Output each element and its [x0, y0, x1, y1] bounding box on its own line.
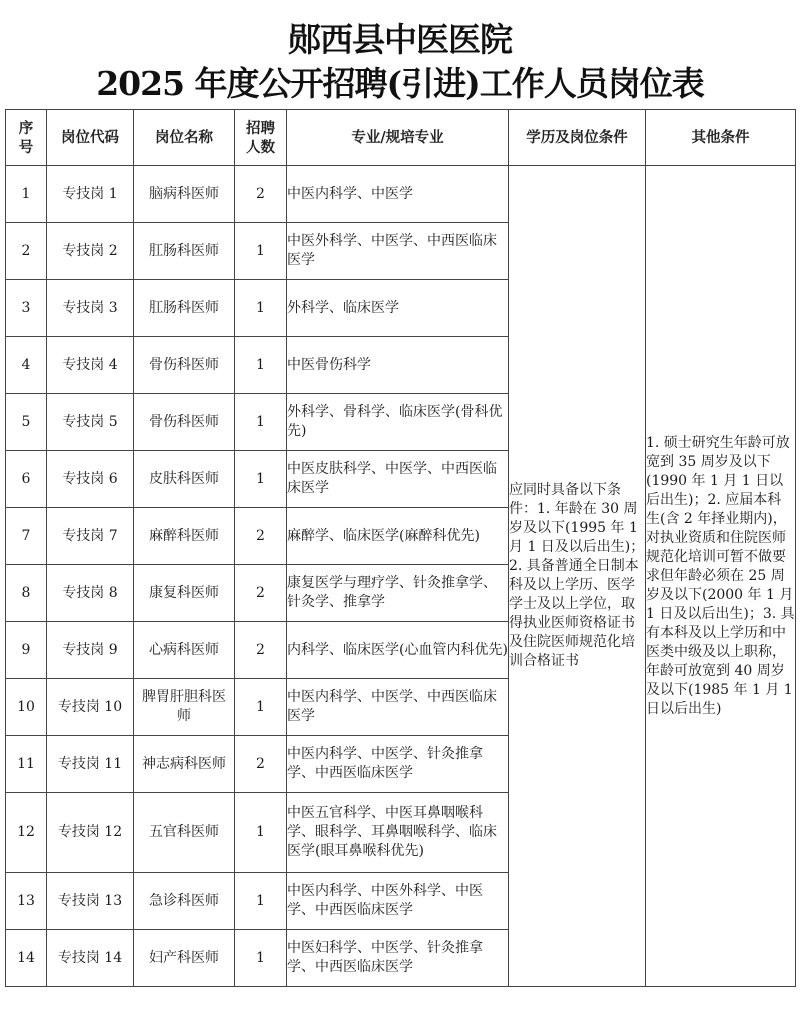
cell-seq: 2 [6, 223, 47, 280]
cell-count: 1 [235, 223, 287, 280]
cell-code: 专技岗 13 [47, 873, 134, 930]
cell-major: 外科学、骨科学、临床医学(骨科优先) [287, 394, 509, 451]
cell-seq: 5 [6, 394, 47, 451]
cell-major: 外科学、临床医学 [287, 280, 509, 337]
cell-count: 2 [235, 166, 287, 223]
cell-count: 2 [235, 622, 287, 679]
cell-other-conditions: 1. 硕士研究生年龄可放宽到 35 周岁及以下(1990 年 1 月 1 日以后出生)；2. 应届本科生(含 2 年择业期内)，对执业资质和住院医师规范化培训可暂不做要求但年龄必须在 25 周岁及以下(2000 年 1 月 1 日及以后出生)；3. 具有本科及以上学历和中医类中级及以上职称，年龄可放宽到 40 周岁及以下(1985 年 1 月 1 日以后出生) [646, 166, 796, 987]
cell-code: 专技岗 2 [47, 223, 134, 280]
cell-code: 专技岗 8 [47, 565, 134, 622]
cell-seq: 11 [6, 736, 47, 793]
cell-count: 1 [235, 394, 287, 451]
cell-count: 2 [235, 736, 287, 793]
cell-seq: 14 [6, 930, 47, 987]
cell-seq: 8 [6, 565, 47, 622]
cell-code: 专技岗 3 [47, 280, 134, 337]
cell-count: 2 [235, 508, 287, 565]
cell-count: 1 [235, 280, 287, 337]
document-title: 郧西县中医医院 [288, 20, 512, 59]
header-row [6, 110, 796, 166]
cell-major: 中医内科学、中医外科学、中医学、中西医临床医学 [287, 873, 509, 930]
cell-name: 皮肤科医师 [134, 451, 235, 508]
header-code: 岗位代码 [47, 110, 134, 166]
cell-code: 专技岗 1 [47, 166, 134, 223]
cell-seq: 9 [6, 622, 47, 679]
cell-count: 1 [235, 930, 287, 987]
document-subtitle: 2025 年度公开招聘(引进)工作人员岗位表 [96, 64, 704, 103]
cell-name: 骨伤科医师 [134, 394, 235, 451]
cell-seq: 10 [6, 679, 47, 736]
cell-code: 专技岗 7 [47, 508, 134, 565]
cell-major: 中医外科学、中医学、中西医临床医学 [287, 223, 509, 280]
cell-name: 妇产科医师 [134, 930, 235, 987]
cell-name: 肛肠科医师 [134, 223, 235, 280]
cell-seq: 13 [6, 873, 47, 930]
cell-major: 中医妇科学、中医学、针灸推拿学、中西医临床医学 [287, 930, 509, 987]
cell-count: 1 [235, 451, 287, 508]
cell-name: 神志病科医师 [134, 736, 235, 793]
cell-major: 康复医学与理疗学、针灸推拿学、针灸学、推拿学 [287, 565, 509, 622]
header-count: 招聘人数 [235, 110, 287, 166]
cell-code: 专技岗 6 [47, 451, 134, 508]
cell-count: 2 [235, 565, 287, 622]
header-major: 专业/规培专业 [287, 110, 509, 166]
cell-name: 心病科医师 [134, 622, 235, 679]
cell-major: 中医内科学、中医学、中西医临床医学 [287, 679, 509, 736]
cell-code: 专技岗 11 [47, 736, 134, 793]
cell-seq: 12 [6, 793, 47, 873]
cell-seq: 1 [6, 166, 47, 223]
cell-code: 专技岗 5 [47, 394, 134, 451]
header-other: 其他条件 [646, 110, 796, 166]
cell-major: 内科学、临床医学(心血管内科优先) [287, 622, 509, 679]
cell-code: 专技岗 12 [47, 793, 134, 873]
header-education: 学历及岗位条件 [509, 110, 646, 166]
cell-major: 中医皮肤科学、中医学、中西医临床医学 [287, 451, 509, 508]
cell-major: 中医五官科学、中医耳鼻咽喉科学、眼科学、耳鼻咽喉科学、临床医学(眼耳鼻喉科优先) [287, 793, 509, 873]
cell-name: 康复科医师 [134, 565, 235, 622]
cell-name: 骨伤科医师 [134, 337, 235, 394]
cell-count: 1 [235, 793, 287, 873]
cell-count: 1 [235, 337, 287, 394]
cell-education-conditions: 应同时具备以下条件：1. 年龄在 30 周岁及以下(1995 年 1 月 1 日及以后出生)；2. 具备普通全日制本科及以上学历、医学学士及以上学位，取得执业医师资格证书及住院医师规范化培训合格证书 [509, 166, 646, 987]
cell-seq: 3 [6, 280, 47, 337]
cell-seq: 4 [6, 337, 47, 394]
cell-major: 麻醉学、临床医学(麻醉科优先) [287, 508, 509, 565]
cell-name: 急诊科医师 [134, 873, 235, 930]
cell-major: 中医内科学、中医学 [287, 166, 509, 223]
table-row [6, 166, 796, 223]
cell-major: 中医内科学、中医学、针灸推拿学、中西医临床医学 [287, 736, 509, 793]
cell-count: 1 [235, 679, 287, 736]
cell-code: 专技岗 14 [47, 930, 134, 987]
cell-code: 专技岗 4 [47, 337, 134, 394]
cell-count: 1 [235, 873, 287, 930]
positions-table [5, 109, 796, 987]
cell-major: 中医骨伤科学 [287, 337, 509, 394]
cell-code: 专技岗 9 [47, 622, 134, 679]
cell-seq: 7 [6, 508, 47, 565]
cell-seq: 6 [6, 451, 47, 508]
cell-code: 专技岗 10 [47, 679, 134, 736]
cell-name: 脑病科医师 [134, 166, 235, 223]
cell-name: 肛肠科医师 [134, 280, 235, 337]
cell-name: 五官科医师 [134, 793, 235, 873]
header-name: 岗位名称 [134, 110, 235, 166]
cell-name: 麻醉科医师 [134, 508, 235, 565]
header-seq: 序号 [6, 110, 47, 166]
cell-name: 脾胃肝胆科医师 [134, 679, 235, 736]
